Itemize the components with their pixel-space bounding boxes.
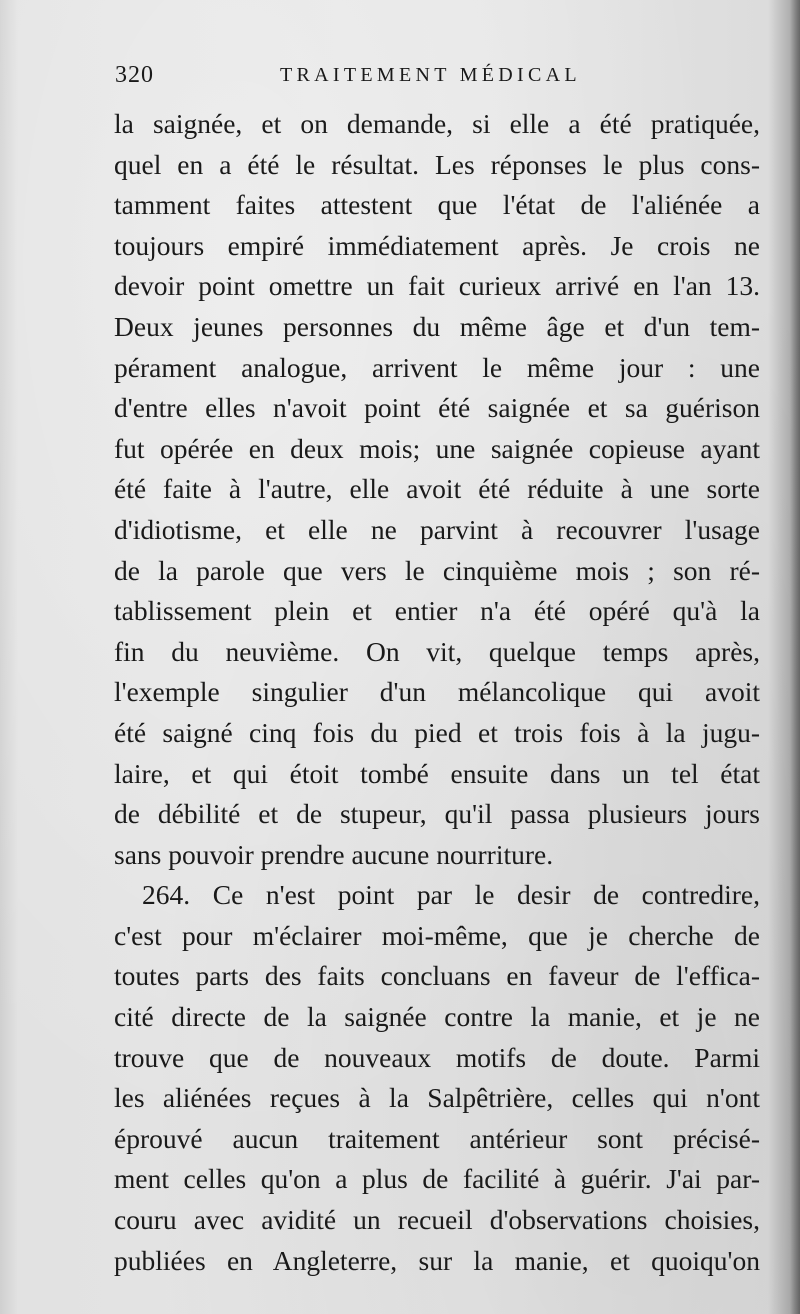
text-line: devoir point omettre un fait curieux arrivé en l'an 13.: [114, 270, 760, 302]
text-line: tamment faites attestent que l'état de l'aliénée a: [114, 189, 760, 221]
text-line: les aliénées reçues à la Salpêtrière, celles qui n'ont: [114, 1082, 760, 1114]
text-line: de la parole que vers le cinquième mois ; son ré-: [114, 554, 760, 586]
text-line: d'idiotisme, et elle ne parvint à recouvrer l'usage: [114, 513, 760, 545]
text-line: tablissement plein et entier n'a été opéré qu'à la: [114, 595, 760, 627]
text-line: été faite à l'autre, elle avoit été réduite à une sorte: [114, 473, 760, 505]
body-text: [114, 104, 760, 1281]
page-header: [115, 62, 615, 98]
text-line: fin du neuvième. On vit, quelque temps après,: [114, 635, 760, 667]
page-number: 320: [115, 62, 154, 88]
text-line: toutes parts des faits concluans en faveur de l'effica-: [114, 960, 760, 992]
text-line: laire, et qui étoit tombé ensuite dans un tel état: [114, 757, 760, 789]
text-line: couru avec avidité un recueil d'observations choisies,: [114, 1204, 760, 1236]
text-line: de débilité et de stupeur, qu'il passa plusieurs jours: [114, 798, 760, 830]
text-line: la saignée, et on demande, si elle a été pratiquée,: [114, 108, 760, 139]
running-head: TRAITEMENT MÉDICAL: [280, 64, 581, 86]
text-line: pérament analogue, arrivent le même jour : une: [114, 351, 760, 383]
text-line: quel en a été le résultat. Les réponses le plus cons-: [114, 148, 760, 180]
page-edge-shadow: [790, 0, 800, 1314]
text-line: d'entre elles n'avoit point été saignée et sa guérison: [114, 392, 760, 424]
paragraph-first-line: 264. Ce n'est point par le desir de contredire,: [142, 879, 760, 911]
text-line: fut opérée en deux mois; une saignée copieuse ayant: [114, 432, 760, 464]
text-line: ment celles qu'on a plus de facilité à guérir. J'ai par-: [114, 1163, 760, 1195]
text-line: toujours empiré immédiatement après. Je crois ne: [114, 229, 760, 261]
text-line: publiées en Angleterre, sur la manie, et quoiqu'on: [114, 1244, 760, 1276]
text-line: cité directe de la saignée contre la manie, et je ne: [114, 1001, 760, 1033]
text-line: éprouvé aucun traitement antérieur sont précisé-: [114, 1122, 760, 1154]
text-line: Deux jeunes personnes du même âge et d'un tem-: [114, 310, 760, 342]
text-line: c'est pour m'éclairer moi-même, que je cherche de: [114, 919, 760, 951]
text-line: trouve que de nouveaux motifs de doute. Parmi: [114, 1041, 760, 1073]
paragraph-end-line: sans pouvoir prendre aucune nourriture.: [114, 838, 554, 870]
text-line: l'exemple singulier d'un mélancolique qui avoit: [114, 676, 760, 708]
text-line: été saigné cinq fois du pied et trois fois à la jugu-: [114, 716, 760, 748]
